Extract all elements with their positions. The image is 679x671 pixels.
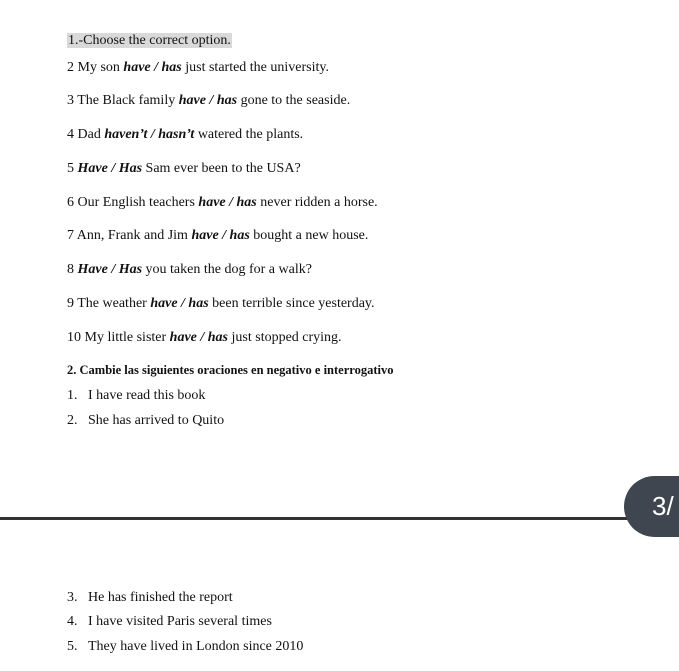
exercise-item-10: 10 My little sister have / has just stopped crying.	[67, 330, 342, 345]
exercise-item-6: 6 Our English teachers have / has never ridden a horse.	[67, 195, 378, 210]
option-choice: have / has	[169, 330, 229, 345]
exercise-item-3: 3 The Black family have / has gone to the seaside.	[67, 93, 351, 108]
list-item: 1. I have read this book	[67, 388, 206, 403]
section2-title: 2. Cambie las siguientes oraciones en negativo e interrogativo	[67, 363, 394, 377]
option-choice: have / has	[123, 60, 182, 75]
exercise-item-8: 8 Have / Has you taken the dog for a walk?	[67, 262, 312, 277]
list-item: 3. He has finished the report	[67, 590, 233, 605]
option-choice: Have / Has	[77, 262, 143, 277]
exercise-item-7: 7 Ann, Frank and Jim have / has bought a new house.	[67, 228, 369, 243]
option-choice: have / has	[150, 296, 209, 311]
page-indicator-badge: 3/	[624, 476, 679, 537]
list-item: 4. I have visited Paris several times	[67, 614, 272, 629]
option-choice: haven’t / hasn’t	[104, 127, 195, 142]
exercise-item-4: 4 Dad haven’t / hasn’t watered the plants.	[67, 127, 304, 142]
exercise-item-9: 9 The weather have / has been terrible since yesterday.	[67, 296, 375, 311]
option-choice: have / has	[178, 93, 238, 108]
exercise-item-5: 5 Have / Has Sam ever been to the USA?	[67, 161, 301, 176]
list-item: 5. They have lived in London since 2010	[67, 639, 304, 654]
option-choice: have / has	[191, 228, 250, 243]
option-choice: Have / Has	[77, 161, 143, 176]
exercise-item-2: 2 My son have / has just started the university.	[67, 60, 329, 75]
list-item: 2. She has arrived to Quito	[67, 413, 225, 428]
option-choice: have / has	[198, 195, 257, 210]
page-divider	[0, 517, 679, 520]
section1-title: 1.-Choose the correct option.	[68, 33, 231, 48]
